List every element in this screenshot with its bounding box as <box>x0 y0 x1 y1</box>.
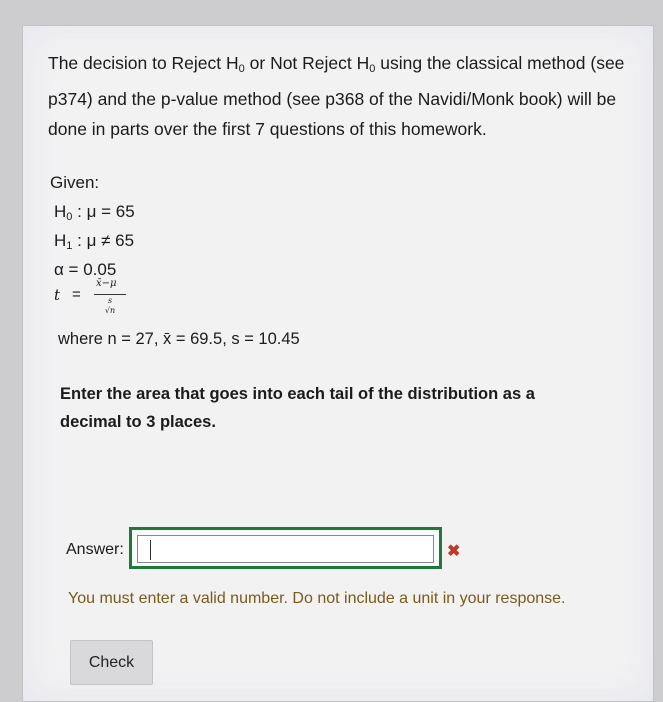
text-cursor <box>150 540 151 560</box>
null-hypothesis <box>50 197 135 226</box>
t-statistic-formula <box>54 278 174 328</box>
intro-text-3: using the classical method (see p374) and the p-value method (see p368 of the Navidi/Monk book) will be done in parts over the first 7 questions of this homework. <box>48 53 625 139</box>
formula-equals: = <box>72 286 81 303</box>
h0-letter: H <box>54 202 67 221</box>
h1-subscript: 1 <box>66 240 73 252</box>
where-line: where n = 27, x̄ = 69.5, s = 10.45 <box>58 330 300 348</box>
given-label: Given: <box>50 173 100 192</box>
h0-subscript: 0 <box>66 211 73 223</box>
given-block <box>50 168 135 284</box>
denominator-sqrt-n: √n <box>104 306 116 315</box>
alternative-hypothesis <box>50 226 135 255</box>
formula-denominator <box>98 296 122 316</box>
intro-paragraph <box>48 48 638 144</box>
fraction-bar <box>94 294 126 295</box>
alpha-level: α = 0.05 <box>54 260 117 279</box>
h1-letter: H <box>54 231 67 250</box>
formula-t: t <box>54 286 61 304</box>
answer-label: Answer: <box>66 541 124 558</box>
answer-row <box>66 527 466 573</box>
h0-subscript: 0 <box>238 63 245 75</box>
check-button[interactable]: Check <box>70 640 153 685</box>
h0-subscript: 0 <box>369 63 376 75</box>
h1-statement: : μ ≠ 65 <box>72 231 135 250</box>
answer-box <box>129 527 442 569</box>
answer-input[interactable] <box>137 535 434 563</box>
intro-text-2: or Not Reject H <box>244 53 370 73</box>
validation-error: You must enter a valid number. Do not include a unit in your response. <box>68 590 566 607</box>
incorrect-x-icon: ✖ <box>447 543 461 560</box>
formula-numerator: x̄−μ <box>96 278 117 289</box>
intro-text-1: The decision to Reject H <box>48 53 239 73</box>
h0-statement: : μ = 65 <box>72 202 135 221</box>
question-prompt: Enter the area that goes into each tail of the distribution as a decimal to 3 places. <box>60 385 535 431</box>
denominator-s: s <box>107 296 113 305</box>
